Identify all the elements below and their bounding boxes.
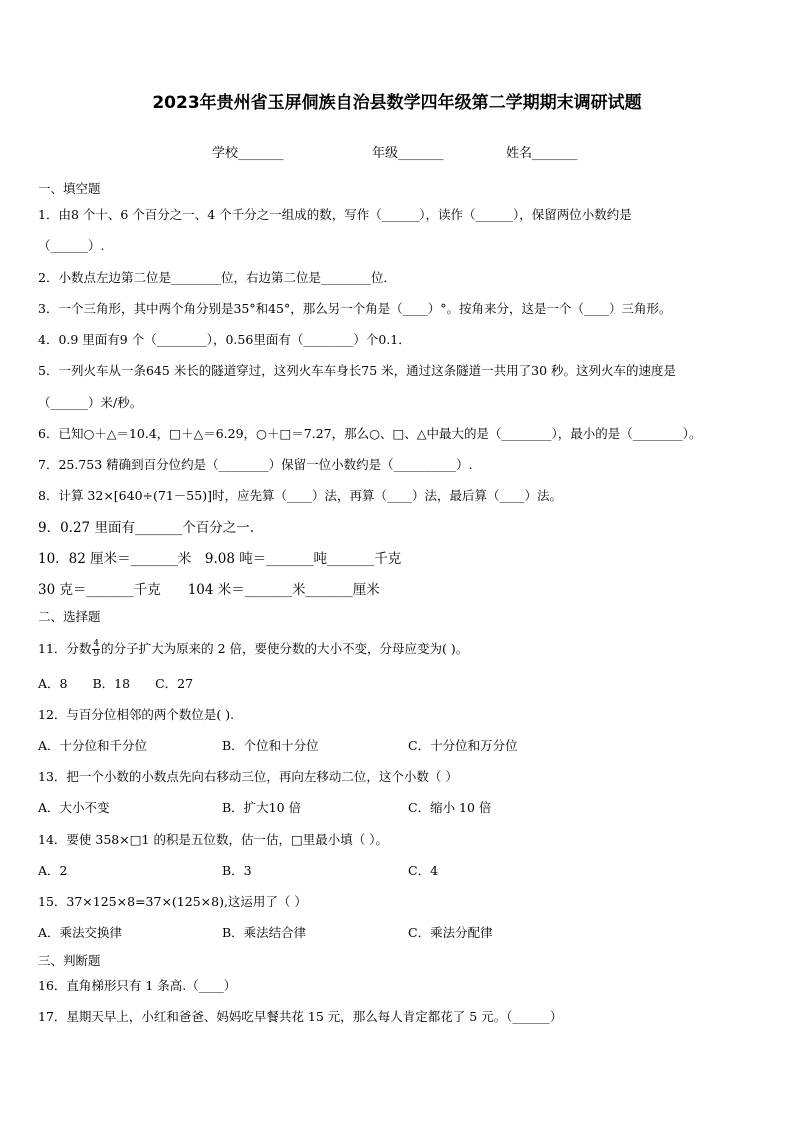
- question-6: 6．已知○＋△＝10.4，□＋△＝6.29，○＋□＝7.27，那么○、□、△中最大的是（________），最小的是（________）。: [38, 426, 702, 441]
- question-10-line-2: 30 克＝_______千克 104 米＝_______米_______厘米: [38, 582, 380, 598]
- question-15-option-a: A．乘法交换律: [38, 925, 123, 940]
- question-2: 2．小数点左边第二位是________位，右边第二位是________位．: [38, 270, 396, 285]
- question-13-option-b: B．扩大10 倍: [222, 800, 302, 815]
- question-5-line-2: （______）米/秒。: [38, 395, 143, 410]
- question-8: 8．计算 32×[640÷(71－55)]时，应先算（____）法，再算（____）法，最后算（____）法。: [38, 488, 562, 503]
- grade-field[interactable]: 年级_______: [372, 146, 444, 161]
- question-15: 15．37×125×8=37×(125×8),这运用了（ ）: [38, 894, 307, 909]
- question-13: 13．把一个小数的小数点先向右移动三位，再向左移动二位，这个小数（ ）: [38, 769, 458, 784]
- question-15-option-c: C．乘法分配律: [408, 925, 493, 940]
- question-14-option-b: B．3: [222, 863, 252, 878]
- question-17: 17．星期天早上，小红和爸爸、妈妈吃早餐共花 15 元，那么每人肯定都花了 5 元。（______）: [38, 1009, 563, 1024]
- question-9: 9．0.27 里面有_______个百分之一.: [38, 520, 254, 536]
- name-field[interactable]: 姓名_______: [506, 146, 578, 161]
- question-12: 12．与百分位相邻的两个数位是( ).: [38, 707, 235, 722]
- question-12-option-b: B．个位和十分位: [222, 738, 319, 753]
- question-11-prefix: 11．分数: [38, 641, 92, 656]
- fraction: [92, 640, 100, 659]
- question-14: 14．要使 358×□1 的积是五位数，估一估，□里最小填（ ）。: [38, 832, 388, 847]
- question-13-option-c: C．缩小 10 倍: [408, 800, 492, 815]
- question-11: [38, 640, 468, 659]
- question-4: 4．0.9 里面有9 个（________），0.56里面有（________）个0.1．: [38, 332, 411, 347]
- question-12-option-a: A．十分位和千分位: [38, 738, 148, 753]
- question-14-option-a: A．2: [38, 863, 68, 878]
- fraction-denominator: 9: [93, 649, 100, 659]
- question-12-option-c: C．十分位和万分位: [408, 738, 518, 753]
- section-choice: 二、选择题: [38, 609, 101, 624]
- question-15-option-b: B．乘法结合律: [222, 925, 307, 940]
- question-7: 7．25.753 精确到百分位约是（________）保留一位小数约是（__________）.: [38, 457, 473, 472]
- question-1-line-1: 1．由8 个十、6 个百分之一、4 个千分之一组成的数，写作（______），读作（______），保留两位小数约是: [38, 207, 632, 222]
- question-11-suffix: 的分子扩大为原来的 2 倍，要使分数的大小不变，分母应变为( )。: [101, 641, 469, 656]
- question-16: 16．直角梯形只有 1 条高.（____）: [38, 978, 237, 993]
- question-5-line-1: 5．一列火车从一条645 米长的隧道穿过，这列火车车身长75 米，通过这条隧道一共用了30 秒。这列火车的速度是: [38, 363, 677, 378]
- section-judge: 三、判断题: [38, 953, 101, 968]
- section-fill-blank: 一、填空题: [38, 181, 101, 196]
- question-1-line-2: （______）.: [38, 238, 105, 253]
- question-13-option-a: A．大小不变: [38, 800, 110, 815]
- question-3: 3．一个三角形，其中两个角分别是35°和45°，那么另一个角是（____）°。按角来分，这是一个（____）三角形。: [38, 301, 672, 316]
- fraction-numerator: 4: [93, 639, 100, 649]
- question-10-line-1: 10．82 厘米＝_______米 9.08 吨＝_______吨_______千克: [38, 551, 402, 567]
- question-14-option-c: C．4: [408, 863, 439, 878]
- page-title: 2023年贵州省玉屏侗族自治县数学四年级第二学期期末调研试题: [152, 93, 642, 113]
- question-11-options: A．8 B．18 C．27: [38, 676, 194, 691]
- school-field[interactable]: 学校_______: [212, 146, 284, 161]
